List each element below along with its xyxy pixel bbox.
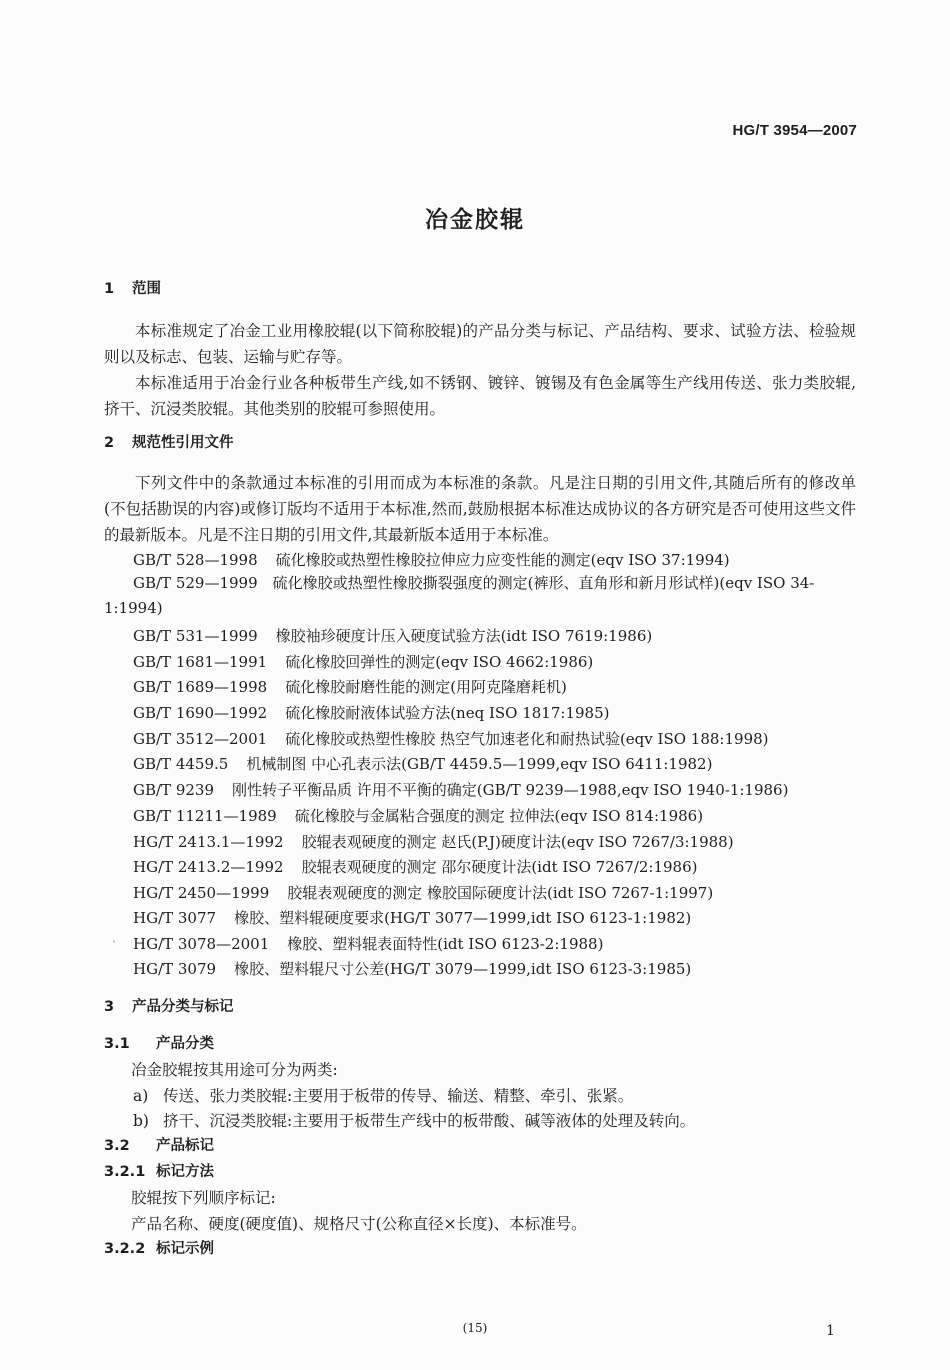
reference-title: 硫化橡胶耐磨性能的测定(用阿克隆磨耗机) [285,678,567,696]
reference-item [104,571,856,621]
reference-title: 胶辊表观硬度的测定 橡胶国际硬度计法(idt ISO 7267-1:1997) [287,884,714,902]
reference-code: GB/T 9239 [133,781,215,799]
section-number: 1 [104,281,115,297]
reference-title: 橡胶、塑料辊表面特性(idt ISO 6123-2:1988) [287,935,604,953]
list-text: 传送、张力类胶辊:主要用于板带的传导、输送、精整、牵引、张紧。 [163,1087,634,1105]
reference-item [133,702,857,723]
marking-method-line: 胶辊按下列顺序标记: [131,1189,276,1207]
reference-title: 硫化橡胶或热塑性橡胶撕裂强度的测定(裤形、直角形和新月形试样)(eqv ISO 34-1:1994) [104,574,815,617]
list-text: 挤干、沉浸类胶辊:主要用于板带生产线中的板带酸、碱等液体的处理及转向。 [163,1112,696,1130]
section-2-heading [104,431,234,452]
subsection-3-2-2-heading [104,1237,214,1258]
reference-code: GB/T 1689—1998 [133,678,268,696]
reference-code: HG/T 3078—2001 [133,935,270,953]
reference-code: HG/T 3079 [133,960,217,978]
section-3-heading [104,995,234,1016]
section-2-intro: 下列文件中的条款通过本标准的引用而成为本标准的条款。凡是注日期的引用文件,其随后所有的修改单(不包括勘误的内容)或修订版均不适用于本标准,然而,鼓励根据本标准达成协议的各方研究是否可使用这些文件的最新版本。凡是不注日期的引用文件,其最新版本适用于本标准。 [104,474,856,544]
marking-method-line: 产品名称、硬度(硬度值)、规格尺寸(公称直径×长度)、本标准号。 [131,1215,587,1233]
standard-code: HG/T 3954—2007 [732,122,857,139]
subsection-title: 标记方法 [156,1164,214,1180]
section-title: 产品分类与标记 [132,999,234,1015]
subsection-title: 标记示例 [156,1241,214,1257]
reference-code: HG/T 3077 [133,909,217,927]
reference-item [133,549,857,570]
reference-item [133,882,857,903]
subsection-3-1-heading [104,1032,214,1053]
reference-title: 硫化橡胶与金属粘合强度的测定 拉伸法(eqv ISO 814:1986) [294,807,704,825]
list-item [133,1109,695,1131]
reference-code: GB/T 11211—1989 [133,807,277,825]
reference-item [133,856,857,877]
reference-item [133,831,857,852]
list-label: b) [133,1112,149,1130]
reference-title: 橡胶袖珍硬度计压入硬度试验方法(idt ISO 7619:1986) [275,627,653,645]
section-1-paragraph: 本标准规定了冶金工业用橡胶辊(以下简称胶辊)的产品分类与标记、产品结构、要求、试验方法、检验规则以及标志、包装、运输与贮存等。 [104,322,856,366]
reference-item [133,753,857,774]
reference-title: 橡胶、塑料辊硬度要求(HG/T 3077—1999,idt ISO 6123-1:1982) [234,909,692,927]
reference-code: GB/T 4459.5 [133,755,229,773]
corner-mark: 1 [826,1323,835,1339]
subsection-title: 产品标记 [156,1138,214,1154]
reference-title: 胶辊表观硬度的测定 赵氏(P.J)硬度计法(eqv ISO 7267/3:1988) [301,833,734,851]
section-number: 2 [104,435,115,451]
subsection-number: 3.2.1 [104,1164,146,1180]
reference-code: HG/T 2413.1—1992 [133,833,284,851]
reference-title: 胶辊表观硬度的测定 邵尔硬度计法(idt ISO 7267/2:1986) [301,858,698,876]
subsection-intro: 冶金胶辊按其用途可分为两类: [131,1061,338,1079]
reference-code: GB/T 529—1999 [133,574,258,592]
reference-title: 橡胶、塑料辊尺寸公差(HG/T 3079—1999,idt ISO 6123-3:1985) [234,960,692,978]
reference-code: GB/T 3512—2001 [133,730,268,748]
reference-item [133,933,857,954]
section-1-heading [104,277,161,298]
subsection-number: 3.2 [104,1138,130,1154]
subsection-number: 3.1 [104,1036,130,1052]
reference-item [133,779,857,800]
list-label: a) [133,1087,149,1105]
page-number: (15) [462,1321,488,1335]
subsection-3-2-1-heading [104,1160,214,1181]
reference-item [133,728,857,749]
subsection-number: 3.2.2 [104,1241,146,1257]
reference-title: 刚性转子平衡品质 许用不平衡的确定(GB/T 9239—1988,eqv ISO 1940-1:1986) [232,781,789,799]
reference-title: 硫化橡胶回弹性的测定(eqv ISO 4662:1986) [285,653,594,671]
section-1-paragraph: 本标准适用于冶金行业各种板带生产线,如不锈钢、镀锌、镀锡及有色金属等生产线用传送、张力类胶辊,挤干、沉浸类胶辊。其他类别的胶辊可参照使用。 [104,374,856,418]
reference-code: GB/T 528—1998 [133,551,258,569]
reference-title: 硫化橡胶或热塑性橡胶拉伸应力应变性能的测定(eqv ISO 37:1994) [275,551,730,569]
reference-item [133,651,857,672]
reference-title: 硫化橡胶或热塑性橡胶 热空气加速老化和耐热试验(eqv ISO 188:1998) [285,730,769,748]
reference-code: GB/T 1690—1992 [133,704,268,722]
subsection-3-2-heading [104,1134,214,1155]
document-title: 冶金胶辊 [425,207,525,233]
scan-mark: ˋ [112,941,117,952]
reference-code: GB/T 1681—1991 [133,653,268,671]
reference-item [133,625,857,646]
section-title: 规范性引用文件 [132,435,234,451]
reference-code: HG/T 2450—1999 [133,884,270,902]
reference-item [133,676,857,697]
section-number: 3 [104,999,115,1015]
reference-item [133,805,857,826]
list-item [133,1084,633,1106]
reference-code: HG/T 2413.2—1992 [133,858,284,876]
section-title: 范围 [132,281,161,297]
reference-code: GB/T 531—1999 [133,627,258,645]
reference-item [133,907,857,928]
reference-title: 硫化橡胶耐液体试验方法(neq ISO 1817:1985) [285,704,610,722]
reference-item [133,958,857,979]
reference-title: 机械制图 中心孔表示法(GB/T 4459.5—1999,eqv ISO 6411:1982) [246,755,713,773]
subsection-title: 产品分类 [156,1036,214,1052]
